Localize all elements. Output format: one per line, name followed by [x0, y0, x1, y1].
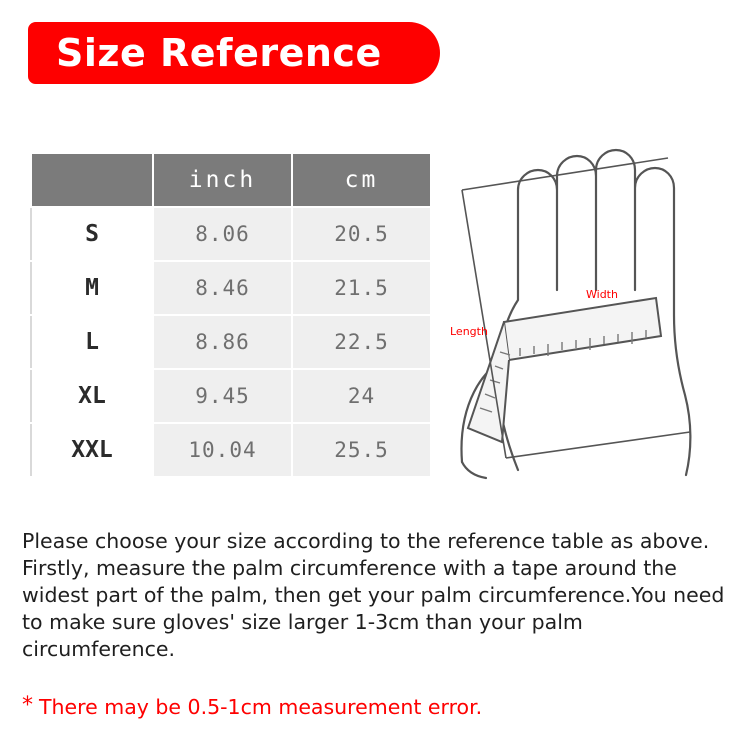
table-row — [31, 261, 431, 315]
table-header-cm: cm — [292, 153, 431, 207]
table-header-blank — [31, 153, 153, 207]
inch-value-l: 8.86 — [153, 315, 292, 369]
size-label-xxl: XXL — [31, 423, 153, 477]
table-row — [31, 207, 431, 261]
length-label: Length — [450, 325, 488, 338]
table-header-row — [31, 153, 431, 207]
size-label-s: S — [31, 207, 153, 261]
page-title: Size Reference — [56, 31, 382, 75]
note-text: There may be 0.5-1cm measurement error. — [39, 695, 483, 719]
size-table — [30, 152, 432, 478]
table-header-inch: inch — [153, 153, 292, 207]
cm-value-s: 20.5 — [292, 207, 431, 261]
measurement-error-note — [22, 695, 734, 719]
cm-value-l: 22.5 — [292, 315, 431, 369]
hand-measurement-diagram — [440, 140, 730, 480]
title-banner — [28, 22, 440, 84]
table-row — [31, 423, 431, 477]
inch-value-xxl: 10.04 — [153, 423, 292, 477]
cm-value-xl: 24 — [292, 369, 431, 423]
asterisk-icon: * — [22, 693, 33, 718]
inch-value-m: 8.46 — [153, 261, 292, 315]
cm-value-xxl: 25.5 — [292, 423, 431, 477]
hand-illustration-icon — [440, 140, 730, 480]
size-label-l: L — [31, 315, 153, 369]
table-row — [31, 369, 431, 423]
size-label-m: M — [31, 261, 153, 315]
size-label-xl: XL — [31, 369, 153, 423]
inch-value-s: 8.06 — [153, 207, 292, 261]
inch-value-xl: 9.45 — [153, 369, 292, 423]
cm-value-m: 21.5 — [292, 261, 431, 315]
table-row — [31, 315, 431, 369]
description-text: Please choose your size according to the reference table as above. Firstly, measure the palm circumference with a tape around the widest part of the palm, then get your palm circumference.You need to make sure gloves' size larger 1-3cm than your palm circumference. — [22, 529, 725, 661]
width-label: Width — [586, 288, 618, 301]
